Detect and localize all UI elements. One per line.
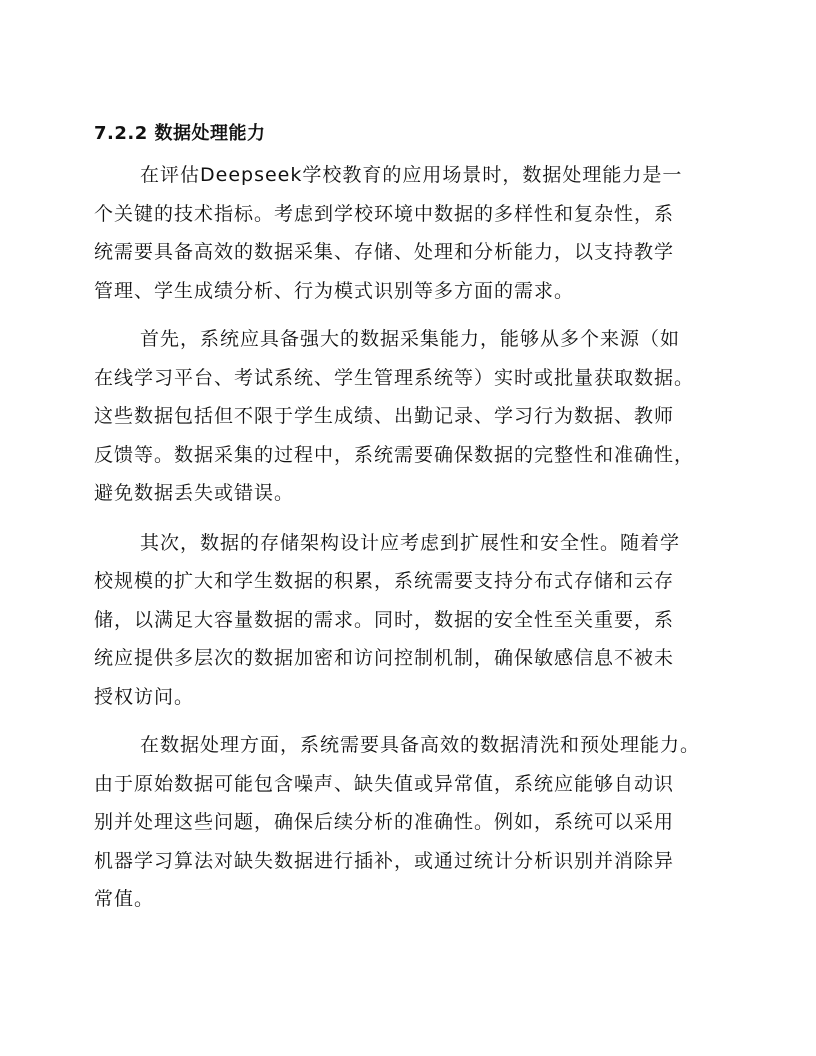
paragraph-line: 统需要具备高效的数据采集、存储、处理和分析能力，以支持教学 (94, 241, 675, 263)
paragraph-line: 别并处理这些问题，确保后续分析的准确性。例如，系统可以采用 (94, 811, 675, 833)
paragraph-line: 管理、学生成绩分析、行为模式识别等多方面的需求。 (94, 280, 575, 302)
paragraph-line: 储，以满足大容量数据的需求。同时，数据的安全性至关重要，系 (94, 609, 675, 631)
paragraph-line: 这些数据包括但不限于学生成绩、出勤记录、学习行为数据、教师 (94, 405, 675, 427)
paragraph-line: 校规模的扩大和学生数据的积累，系统需要支持分布式存储和云存 (94, 570, 675, 592)
paragraph-line: 个关键的技术指标。考虑到学校环境中数据的多样性和复杂性，系 (94, 203, 675, 225)
paragraph-line: 常值。 (94, 888, 155, 910)
paragraph-line: 在数据处理方面，系统需要具备高效的数据清洗和预处理能力。 (140, 734, 701, 756)
paragraph-line: 授权访问。 (94, 686, 195, 708)
paragraph-line: 在评估Deepseek学校教育的应用场景时，数据处理能力是一 (140, 164, 683, 186)
paragraph-line: 统应提供多层次的数据加密和访问控制机制，确保敏感信息不被未 (94, 647, 675, 669)
section-heading: 7.2.2 数据处理能力 (94, 123, 266, 144)
paragraph-line: 首先，系统应具备强大的数据采集能力，能够从多个来源（如 (140, 328, 681, 350)
paragraph-line: 由于原始数据可能包含噪声、缺失值或异常值，系统应能够自动识 (94, 773, 675, 795)
paragraph-line: 在线学习平台、考试系统、学生管理系统等）实时或批量获取数据。 (94, 367, 695, 389)
paragraph-line: 反馈等。数据采集的过程中，系统需要确保数据的完整性和准确性， (94, 444, 695, 466)
paragraph-line: 机器学习算法对缺失数据进行插补，或通过统计分析识别并消除异 (94, 850, 675, 872)
paragraph-line: 其次，数据的存储架构设计应考虑到扩展性和安全性。随着学 (140, 532, 681, 554)
paragraph-line: 避免数据丢失或错误。 (94, 482, 295, 504)
